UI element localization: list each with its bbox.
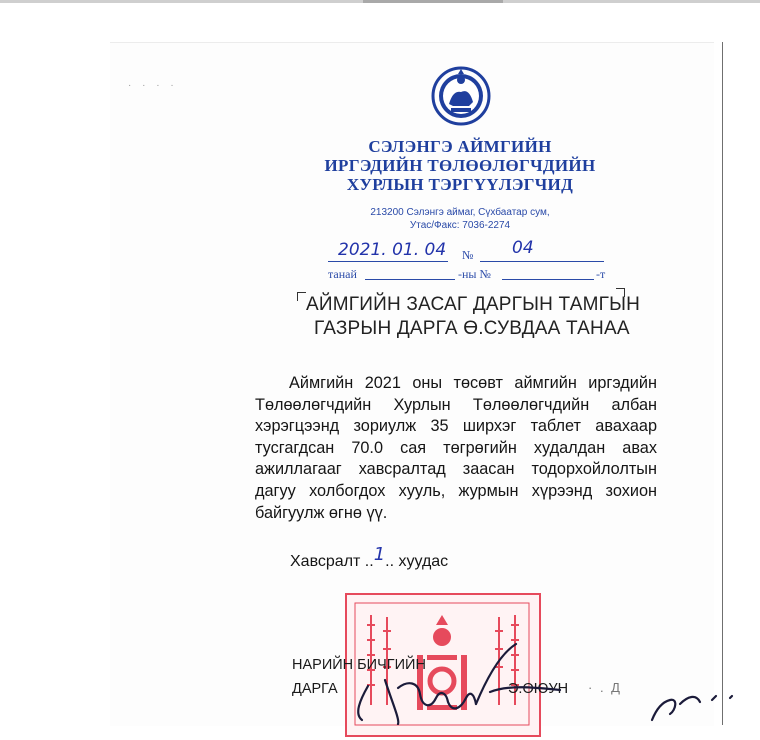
letter-date: 2021. 01. 04 (338, 240, 447, 260)
recipient-line1: АЙМГИЙН ЗАСАГ ДАРГЫН ТАМГЫН (306, 294, 641, 315)
faded-mark: · . Д (588, 680, 622, 695)
recipient-line2: ГАЗРЫН ДАРГА Ө.СУВДАА ТАНАА (314, 318, 630, 339)
signer-name: Э.ОЮУН (508, 681, 569, 697)
scan-marks: · · · · (128, 80, 178, 91)
signer-title-line1: НАРИЙН БИЧГИЙН (292, 657, 426, 673)
letter-number: 04 (512, 238, 534, 258)
tanai-label: танай (328, 267, 357, 281)
number-label: № (462, 248, 474, 262)
date-underline (328, 261, 448, 262)
address-line2: Утас/Факс: 7036-2274 (409, 220, 511, 231)
attachment-line (290, 544, 449, 571)
corner-mark-left (297, 292, 306, 301)
handwritten-signature (340, 640, 760, 725)
attachment-suffix: .. хуудас (385, 553, 449, 570)
scroll-indicator (363, 0, 503, 3)
ny-label: -ны № (458, 267, 491, 281)
attachment-prefix: Хавсралт .. (290, 553, 374, 570)
address-line1: 213200 Сэлэнгэ аймаг, Сүхбаатар сум, (370, 207, 550, 218)
org-name-line1: СЭЛЭНГЭ АЙМГИЙН (368, 137, 552, 156)
page-edge (722, 42, 723, 725)
state-emblem-icon (431, 66, 491, 126)
t-label: -т (596, 267, 606, 281)
viewer-toolbar (0, 0, 760, 3)
tanai-underline (365, 279, 455, 280)
attachment-pages: 1 (373, 544, 386, 565)
letter-body (255, 373, 657, 524)
ny-underline (502, 279, 594, 280)
body-paragraph: Аймгийн 2021 оны төсөвт аймгийн иргэдийн Төлөөлөгчдийн Хурлын Төлөөлөгчдийн албан хэрэгцээнд зориулж 35 ширхэг таблет авахаар тусгагдсан 70.0 сая төгрөгийн худалдан авах ажиллагааг хавсралтад заасан тодорхойлолтын дагуу холбогдох хууль, журмын хүрээнд зохион байгуулж өгнө үү. (255, 374, 657, 522)
org-name-line2: ИРГЭДИЙН ТӨЛӨӨЛӨГЧДИЙН (324, 156, 596, 175)
signer-title-line2: ДАРГА (292, 681, 338, 697)
number-underline (480, 261, 604, 262)
org-name-line3: ХУРЛЫН ТЭРГҮҮЛЭГЧИД (346, 175, 574, 194)
